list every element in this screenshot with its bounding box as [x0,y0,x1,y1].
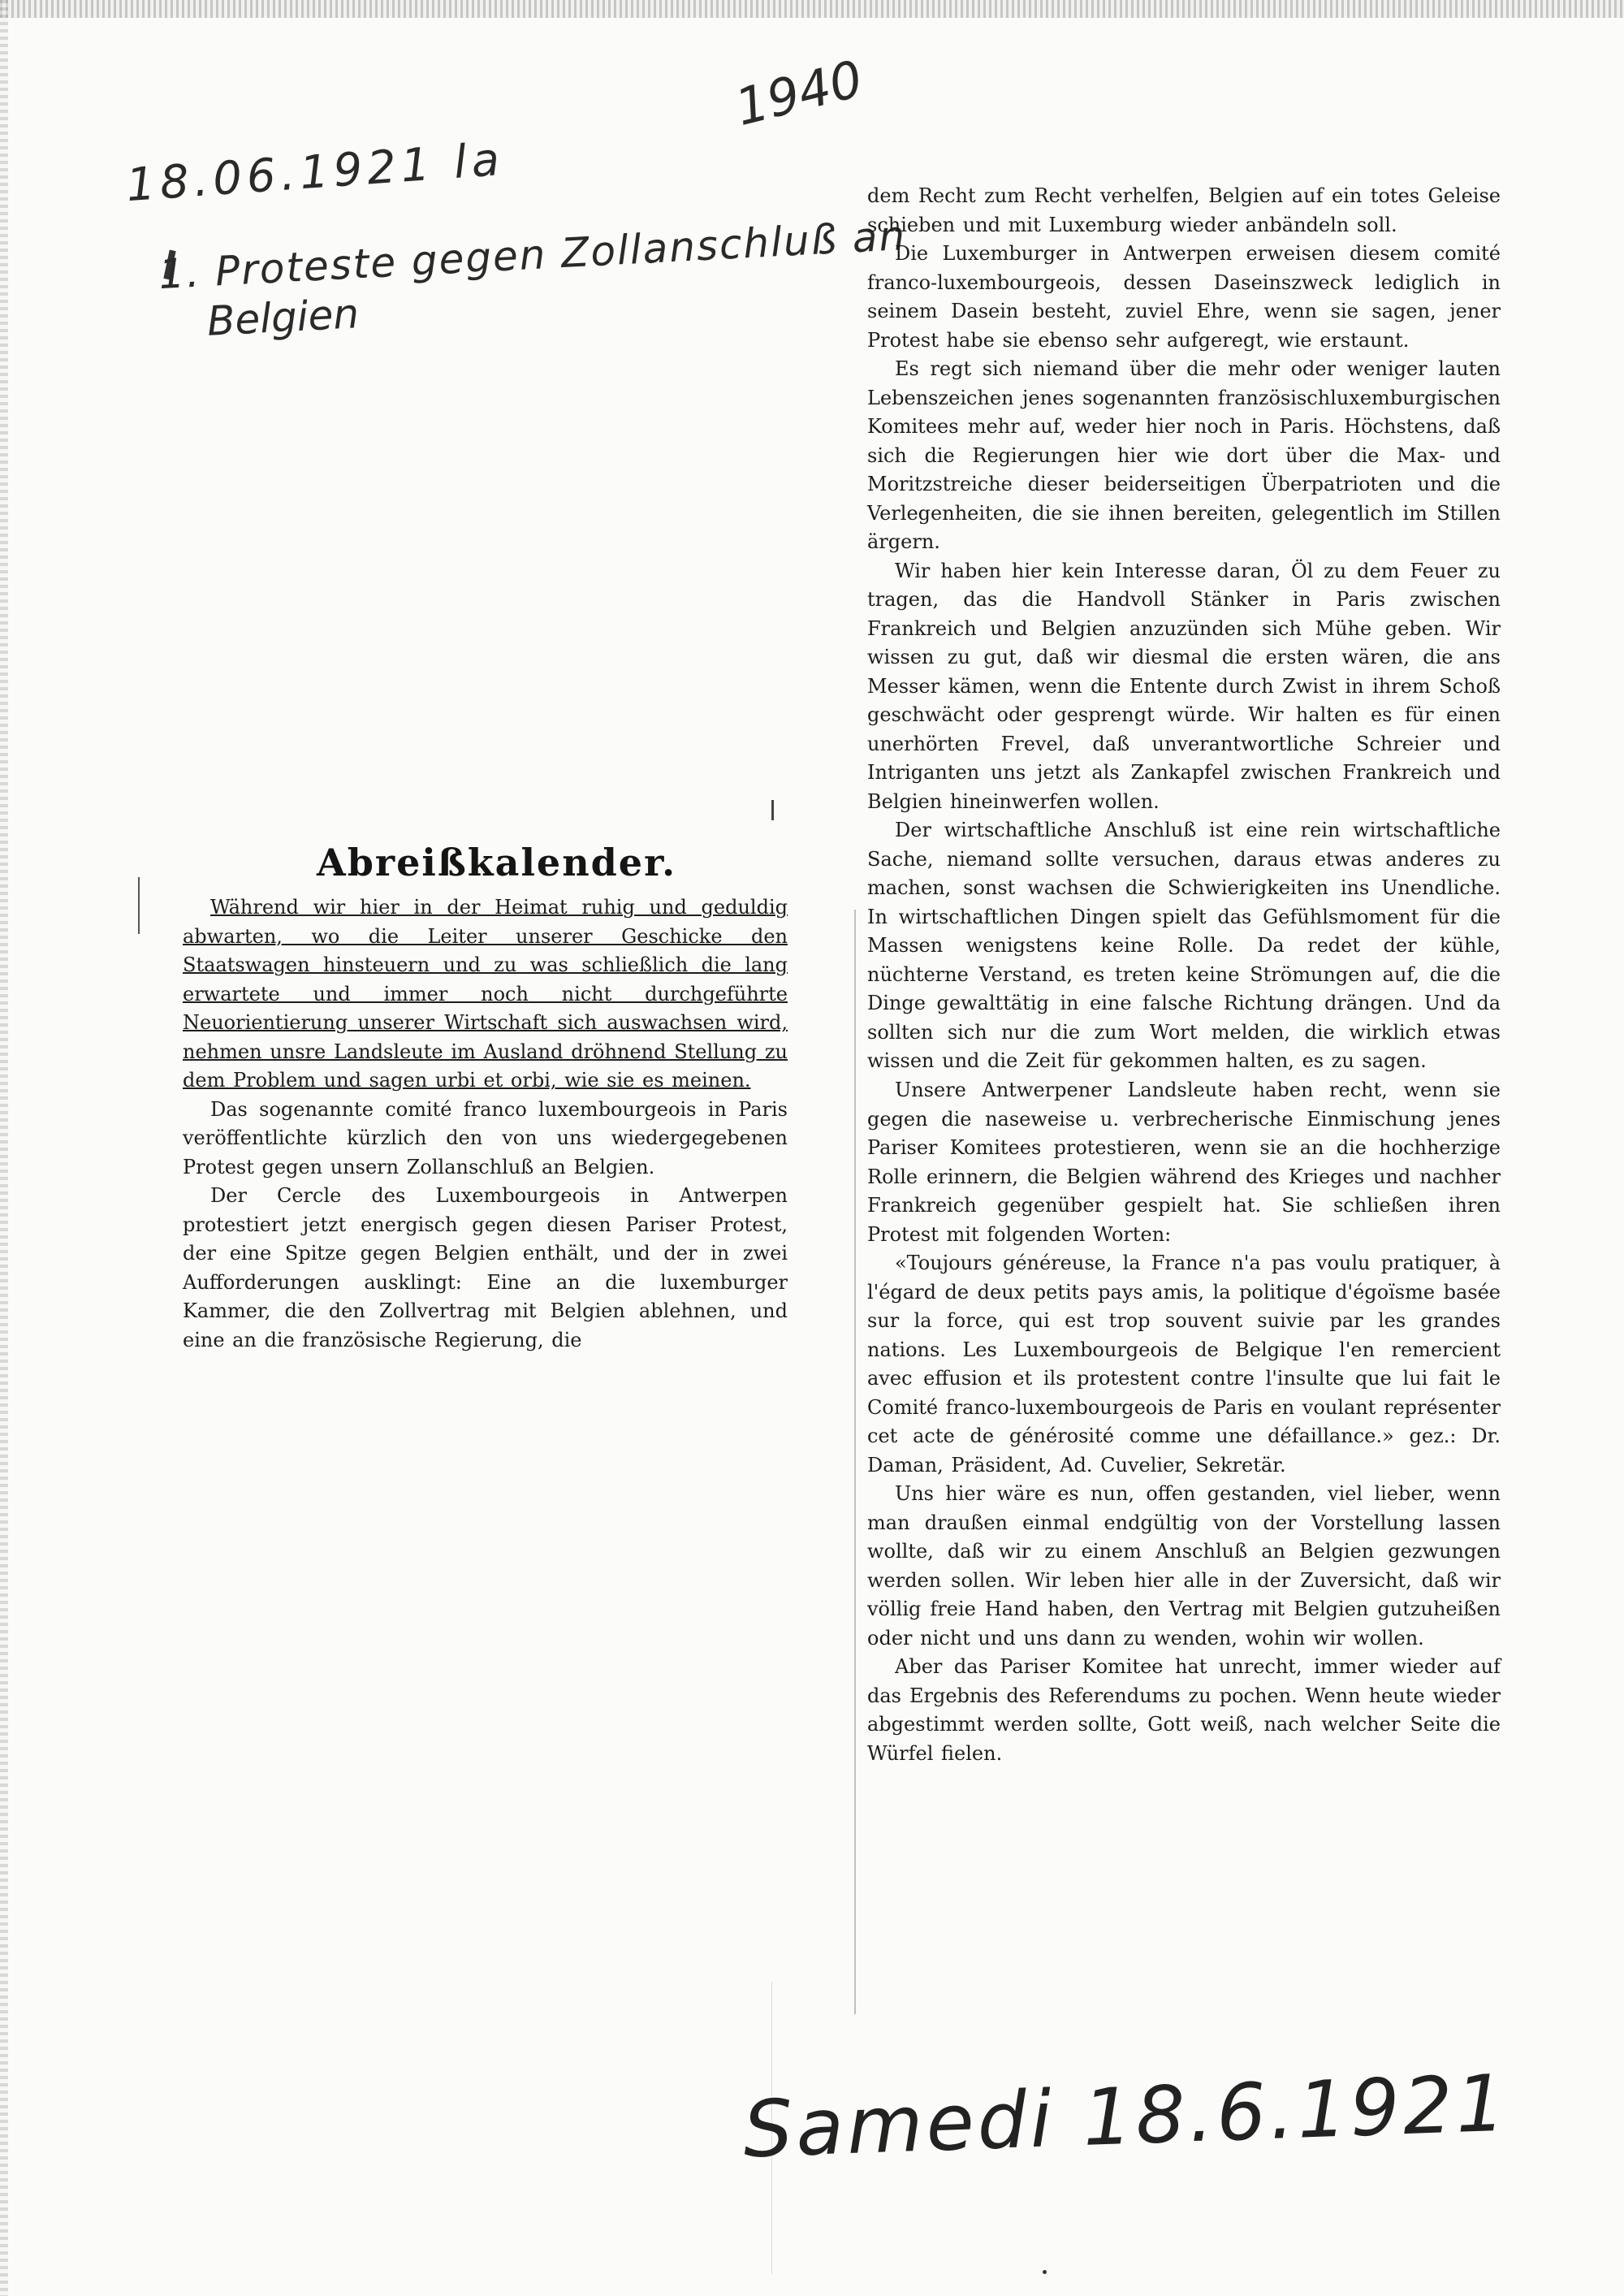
handwritten-note-line1: 1. Proteste gegen Zollanschluß an [158,211,908,299]
left-column [183,893,788,1355]
right-paragraph: Es regt sich niemand über die mehr oder weniger lauten Lebenszeichen jenes sogenannten französischluxemburgischen Komitees mehr auf, weder hier noch in Paris. Höchstens, daß sich die Regierungen hier wie dort über die Max- und Moritzstreiche dieser beiderseitigen Überpatrioten und die Verlegenheiten, die sie ihnen bereiten, gelegentlich im Stillen ärgern. [867,357,1501,554]
handwritten-year: 1940 [729,48,869,138]
right-paragraph: Wir haben hier kein Interesse daran, Öl zu dem Feuer zu tragen, das die Handvoll Stänker in Paris zwischen Frankreich und Belgien anzuzünden sich Mühe geben. Wir wissen zu gut, daß wir diesmal die ersten wären, die ans Messer kämen, wenn die Entente durch Zwist in ihrem Schoß geschwächt oder gesprengt würde. Wir halten es für einen unerhörten Frevel, daß unverantwortliche Schreier und Intriganten uns jetzt als Zankapfel zwischen Frankreich und Belgien hineinwerfen wollen. [867,559,1501,813]
article-title: Abreißkalender. [317,841,677,884]
scan-top-edge [0,0,1624,18]
left-paragraph: Während wir hier in der Heimat ruhig und geduldig abwarten, wo die Leiter unserer Geschicke den Staatswagen hinsteuern und zu was schließlich die lang erwartete und immer noch nicht durchgeführte Neuorientierung unserer Wirtschaft sich auswachsen wird, nehmen unsre Landsleute im Ausland dröhnend Stellung zu dem Problem und sagen urbi et orbi, wie sie es meinen. [183,896,788,1092]
handwritten-note-line2: Belgien [205,290,361,345]
right-continuation: dem Recht zum Recht verhelfen, Belgien auf ein totes Geleise schieben und mit Luxemburg wieder anbändeln soll. [867,184,1501,236]
column-gutter [854,910,856,2014]
scan-speck [1043,2270,1047,2274]
left-paragraph: Das sogenannte comité franco luxembourgeois in Paris veröffentlichte kürzlich den von uns wiedergegebenen Protest gegen unsern Zollanschluß an Belgien. [183,1097,788,1178]
margin-mark-left [138,877,140,934]
handwritten-date: 18.06.1921 la [124,132,507,213]
french-quote: «Toujours généreuse, la France n'a pas voulu pratiquer, à l'égard de deux petits pays amis, la politique d'égoïsme basée sur la force, qui est trop souvent suivie par les grandes nations. Les Luxembourgeois de Belgique l'en remercient avec effusion et ils protestent contre l'insulte que lui fait le Comité franco-luxembourgeois de Paris en voulant représenter cet acte de générosité comme une défaillance.» gez.: Dr. Daman, Präsident, Ad. Cuvelier, Sekretär. [867,1252,1501,1477]
right-column [867,182,1501,1768]
left-paragraph: Der Cercle des Luxembourgeois in Antwerpen protestiert jetzt energisch gegen diesen Pariser Protest, der eine Spitze gegen Belgien enthält, und der in zwei Aufforderungen ausklingt: Eine an die luxemburger Kammer, die den Zollvertrag mit Belgien ablehnen, und eine an die französische Regierung, die [183,1184,788,1351]
right-paragraph: Die Luxemburger in Antwerpen erweisen diesem comité franco-luxembourgeois, dessen Daseinszweck lediglich in seinem Dasein besteht, zuviel Ehre, wenn sie sagen, jener Protest habe sie ebenso sehr aufgeregt, wie erstaunt. [867,242,1501,352]
right-paragraph: Der wirtschaftliche Anschluß ist eine rein wirtschaftliche Sache, niemand sollte versuchen, daraus etwas anderes zu machen, sonst wachsen die Schwierigkeiten ins Unendliche. In wirtschaftlichen Dingen spielt das Gefühlsmoment für die Massen wenigstens keine Rolle. Da redet der kühle, nüchterne Verstand, es treten keine Strömungen auf, die die Dinge gewalttätig in eine falsche Richtung drängen. Und da sollten sich nur die zum Wort melden, die wirklich etwas wissen und die Zeit für gekommen halten, es zu sagen. [867,819,1501,1073]
scan-left-edge [0,0,8,2296]
right-paragraph: Unsere Antwerpener Landsleute haben recht, wenn sie gegen die naseweise u. verbrecherische Einmischung jenes Pariser Komitees protestieren, wenn sie an die hochherzige Rolle erinnern, die Belgien während des Krieges und nachher Frankreich gegenüber gespielt hat. Sie schließen ihren Protest mit folgenden Worten: [867,1078,1501,1246]
right-paragraph: Uns hier wäre es nun, offen gestanden, viel lieber, wenn man draußen einmal endgültig von der Vorstellung lassen wollte, daß wir zu einem Anschluß an Belgien gezwungen werden sollen. Wir leben hier alle in der Zuversicht, daß wir völlig freie Hand haben, den Vertrag mit Belgien gutzuheißen oder nicht und uns dann zu wenden, wohin wir wollen. [867,1482,1501,1650]
right-paragraph: Aber das Pariser Komitee hat unrecht, immer wieder auf das Ergebnis des Referendums zu pochen. Wenn heute wieder abgestimmt werden sollte, Gott weiß, nach welcher Seite die Würfel fielen. [867,1655,1501,1765]
margin-tick [771,800,774,820]
handwritten-bottom-date: Samedi 18.6.1921 [741,2057,1510,2176]
